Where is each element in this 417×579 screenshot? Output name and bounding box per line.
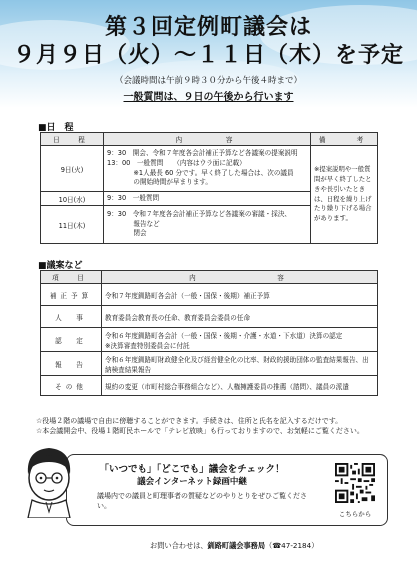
title-line2: ９月９日（火）～１１日（木）を予定: [12, 43, 404, 68]
schedule-content: 9：30 一般質問: [104, 192, 311, 206]
schedule-content: 9：30 令和７年度各会計補正予算など各議案の審議・採決、 報告など 閉会: [104, 206, 311, 244]
note-line: ☆役場２階の議場で自由に傍聴することができます。手続きは、住所と氏名を記入するだけです。: [36, 417, 343, 425]
general-question-note: 一般質問は、９日の午後から行います: [123, 92, 294, 103]
qr-caption: こちらから: [338, 510, 372, 518]
table-row: [41, 306, 378, 328]
table-header-row: [41, 133, 378, 146]
attendance-notes: [36, 416, 386, 436]
title-line1: 第３回定例町議会は: [104, 15, 312, 40]
header-item: 項 目: [41, 271, 102, 284]
table-row: [41, 376, 378, 396]
table-row: [41, 146, 378, 192]
table-row: [41, 284, 378, 306]
schedule-day: 10日(水): [41, 192, 104, 206]
schedule-day: 11日(木): [41, 206, 104, 244]
agenda-content: 令和６年度釧路町財政健全化及び経営健全化の比率、財政的援助団体の監査結果報告、出納検査結果報告: [102, 352, 378, 376]
schedule-remark: ※提案説明や一般質問が早く終了したときや長引いたときは、日程を繰り上げたり繰り下げる場合があります。: [311, 146, 378, 244]
schedule-table: [40, 132, 378, 244]
agenda-content: 規約の変更（市町村総合事務組合など）、人権擁護委員の推薦（諮問）、議員の派遣: [102, 376, 378, 396]
agenda-content: 令和７年度釧路町各会計（一般・国保・後期）補正予算: [102, 284, 378, 306]
schedule-content: 9：30 開会、令和７年度各会計補正予算など各議案の提案説明 13：00 一般質問 （内容はウラ面に記載） ※1人最長 60 分です。早く終了した場合は、次の議員 の開始時間が早まります。: [104, 146, 311, 192]
agenda-item: 認 定: [41, 328, 102, 352]
agenda-content: 教育委員会教育長の任命、教育委員会委員の任命: [102, 306, 378, 328]
header-date: 日 程: [41, 133, 104, 146]
schedule-section-label: ■日 程: [38, 123, 74, 133]
internet-broadcast-box: [66, 454, 388, 526]
table-row: [41, 328, 378, 352]
agenda-table: [40, 270, 378, 396]
promo-line2: 議会インターネット録画中継: [137, 477, 247, 487]
hours-note: （会議時間は午前９時３０分から午後４時まで）: [114, 76, 302, 86]
schedule-day: 9日(火): [41, 146, 104, 192]
agenda-item: その他: [41, 376, 102, 396]
header-remarks: 備 考: [311, 133, 378, 146]
promo-line1: 「いつでも」「どこでも」議会をチェック！: [99, 464, 285, 475]
table-header-row: [41, 271, 378, 284]
agenda-section-label: ■議案など: [38, 261, 83, 271]
contact-line: お問い合わせは、釧路町議会事務局（☎47-2184）: [150, 541, 319, 550]
note-line: ☆本会議開会中、役場１階町民ホールで「テレビ放映」も行っておりますので、お気軽にご覧ください。: [36, 427, 364, 436]
person-illustration-icon: [14, 440, 84, 518]
agenda-item: 人 事: [41, 306, 102, 328]
office-name: 釧路町議会事務局: [207, 541, 266, 550]
phone-number: （☎47-2184）: [265, 541, 319, 550]
header-banner: [0, 0, 417, 108]
agenda-item: 報 告: [41, 352, 102, 376]
agenda-content: 令和６年度釧路町各会計（一般・国保・後期・介護・水道・下水道）決算の認定 ※決算審査特別委員会に付託: [102, 328, 378, 352]
table-row: [41, 352, 378, 376]
promo-line3: 議場内での議員と町理事者の質疑などのやりとりをぜひご覧ください。: [97, 492, 307, 510]
header-content: 内 容: [102, 271, 378, 284]
header-content: 内 容: [104, 133, 311, 146]
agenda-item: 補正予算: [41, 284, 102, 306]
qr-code-icon[interactable]: [335, 463, 375, 503]
